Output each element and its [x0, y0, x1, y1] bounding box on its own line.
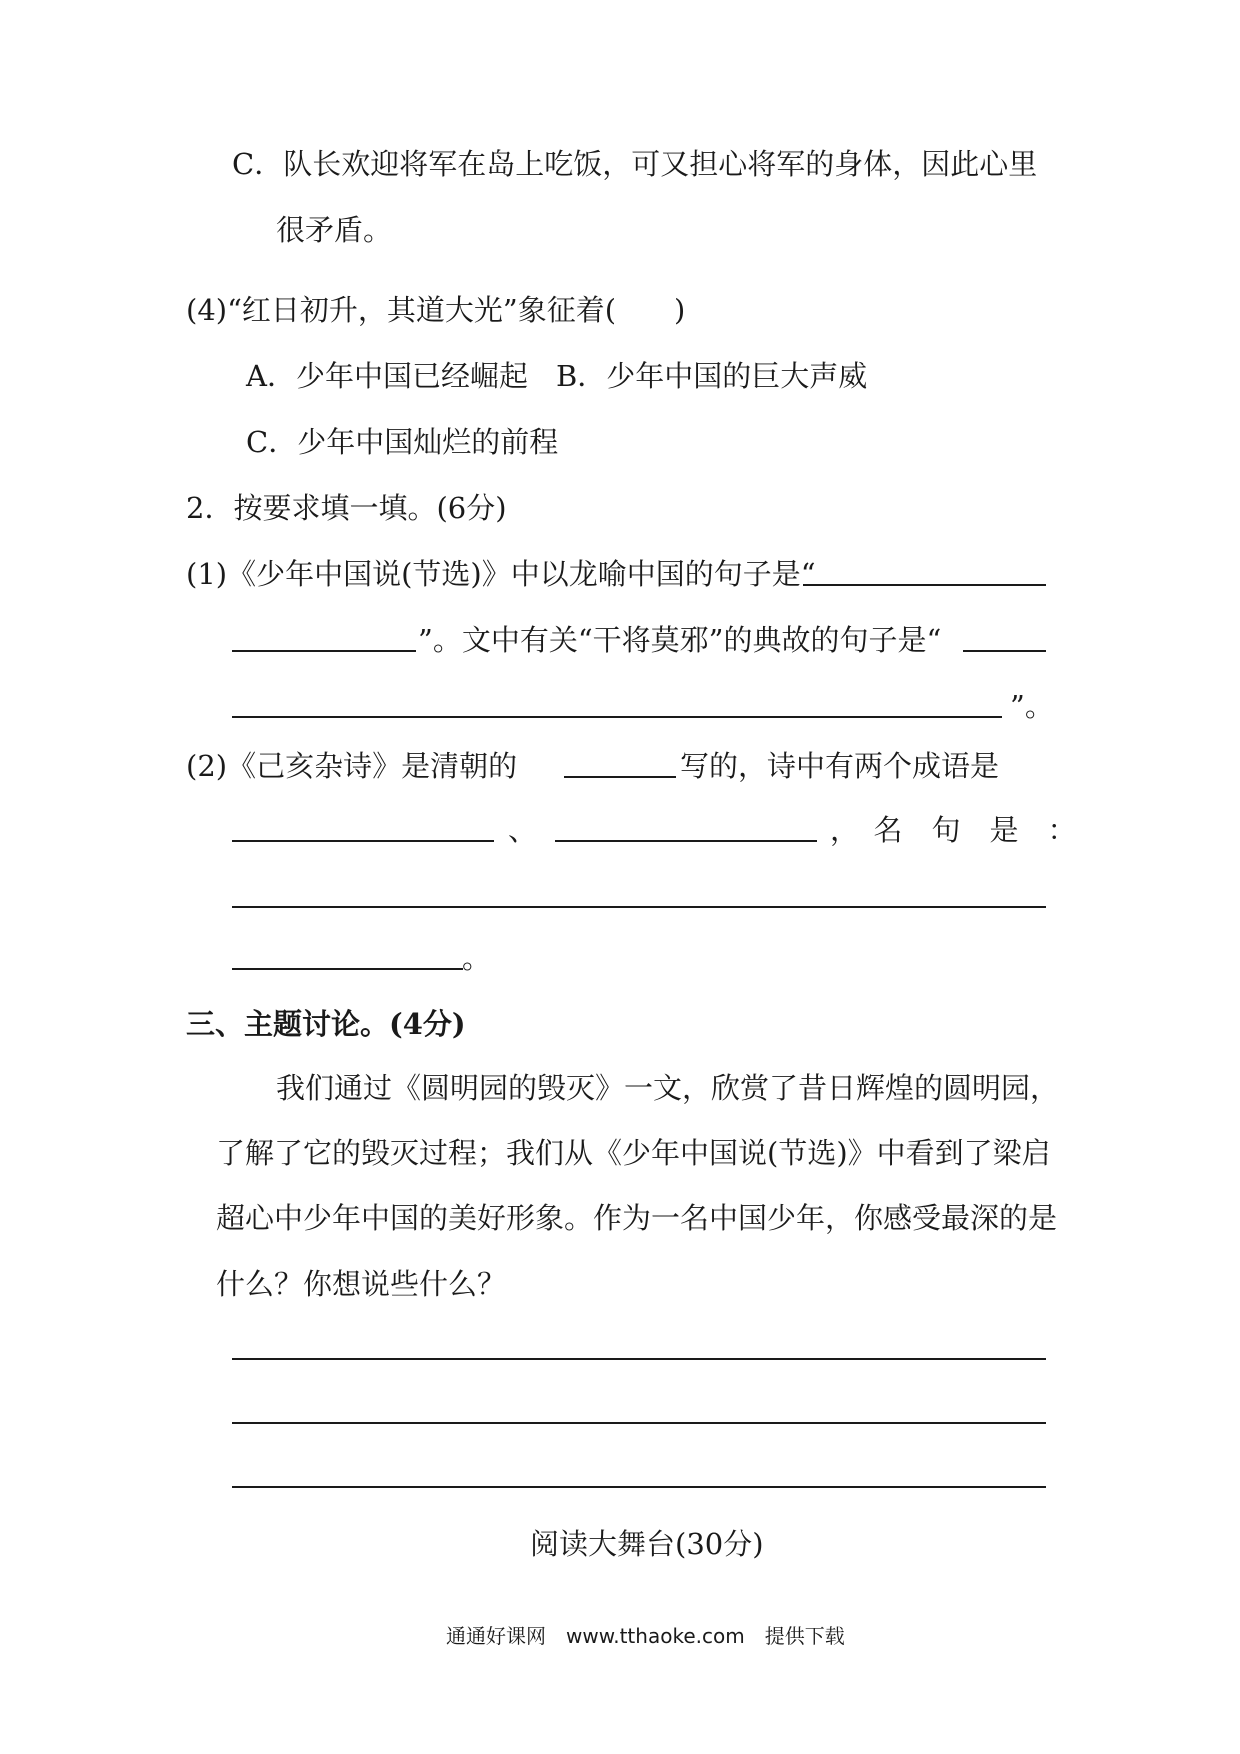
section3-para-line1: 我们通过《圆明园的毁灭》一文，欣赏了昔日辉煌的圆明园， [276, 1071, 1060, 1105]
q4-option-c: C．少年中国灿烂的前程 [246, 425, 559, 459]
writing-line-3[interactable] [232, 1486, 1046, 1488]
writing-line-1[interactable] [232, 1358, 1046, 1360]
section2-q1-line2: ”。文中有关“干将莫邪”的典故的句子是“ [418, 623, 942, 657]
section2-q1-line3-end: ”。 [1010, 689, 1054, 723]
q4-option-a: A．少年中国已经崛起 [246, 359, 528, 393]
writing-line-2[interactable] [232, 1422, 1046, 1424]
answer-blank-2-idiom1[interactable] [232, 840, 494, 842]
section2-q2-end: 。 [462, 941, 492, 975]
q4-option-b: B．少年中国的巨大声威 [556, 359, 868, 393]
answer-blank-1d[interactable] [232, 716, 1002, 718]
q3-option-c-line2: 很矛盾。 [276, 213, 393, 247]
section2-q2-suffix: 写的，诗中有两个成语是 [680, 749, 1000, 783]
answer-blank-2-idiom2[interactable] [555, 840, 817, 842]
footer-text: 通通好课网 www.tthaoke.com 提供下载 [446, 1624, 845, 1648]
q3-option-c-line1: C．队长欢迎将军在岛上吃饭，可又担心将军的身体，因此心里 [232, 147, 1038, 181]
answer-blank-2-quote-a[interactable] [232, 906, 1046, 908]
answer-blank-2-author[interactable] [564, 776, 676, 778]
section3-para-line3: 超心中少年中国的美好形象。作为一名中国少年，你感受最深的是 [216, 1201, 1058, 1235]
section2-q1-line1: (1)《少年中国说(节选)》中以龙喻中国的句子是“ [186, 557, 816, 591]
section2-heading: 2．按要求填一填。(6分) [186, 491, 507, 525]
section2-q2-separator: 、 [508, 813, 538, 847]
answer-blank-2-quote-b[interactable] [232, 968, 463, 970]
answer-blank-1b[interactable] [232, 650, 416, 652]
reading-section-title: 阅读大舞台(30分) [530, 1527, 764, 1561]
answer-blank-1a[interactable] [803, 584, 1046, 586]
section3-para-line2: 了解了它的毁灭过程；我们从《少年中国说(节选)》中看到了梁启 [216, 1136, 1051, 1170]
answer-blank-1c[interactable] [963, 650, 1046, 652]
q4-stem: (4)“红日初升，其道大光”象征着( ) [186, 293, 686, 327]
section3-para-line4: 什么？你想说些什么？ [216, 1267, 507, 1301]
section2-q2-prefix: (2)《己亥杂诗》是清朝的 [186, 749, 518, 783]
section2-q2-mingju: ， 名 句 是 ： [830, 813, 1077, 847]
section3-heading: 三、主题讨论。(4分) [186, 1007, 466, 1041]
